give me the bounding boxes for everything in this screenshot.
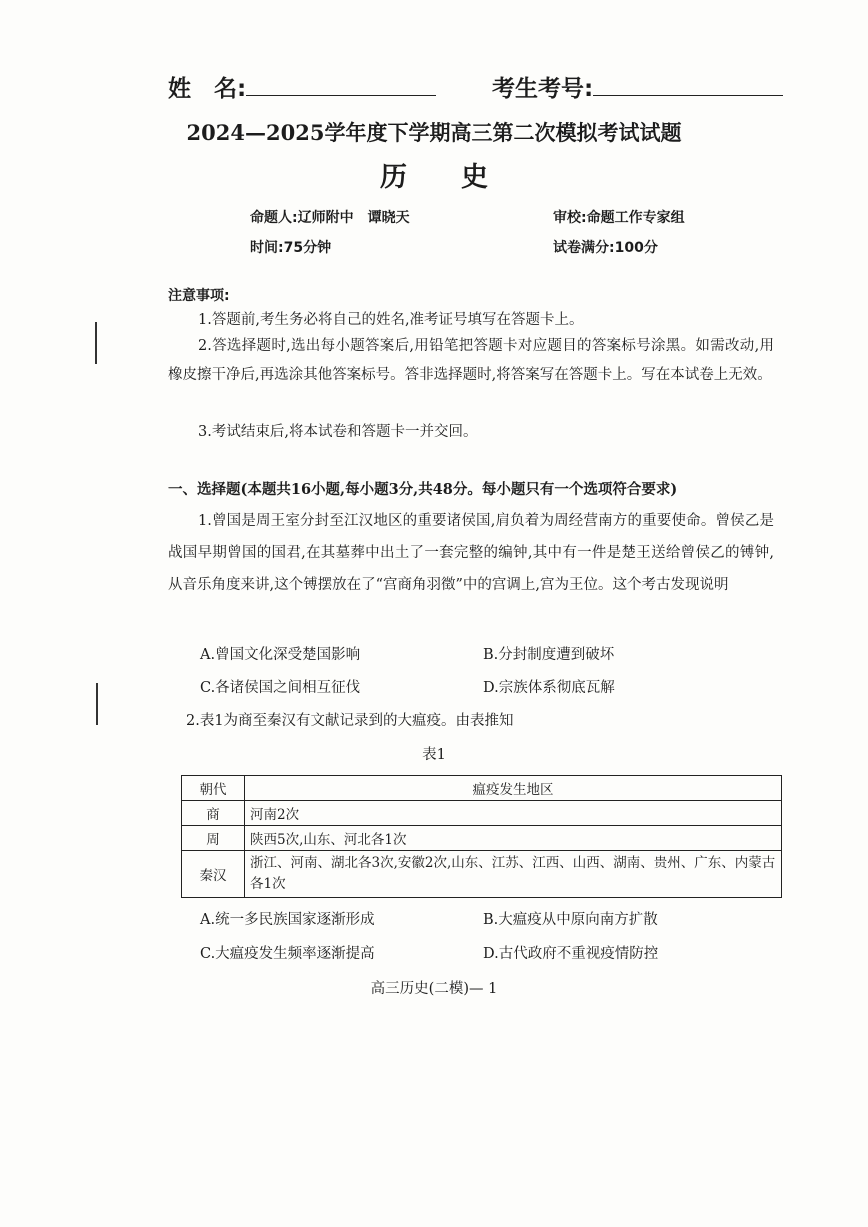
table-header-region: 瘟疫发生地区 (245, 776, 782, 801)
notice-heading: 注意事项: (168, 288, 230, 304)
exam-number-blank[interactable] (593, 77, 783, 96)
question-2-option-d[interactable]: D.古代政府不重视疫情防控 (483, 946, 659, 962)
name-field (168, 70, 436, 103)
question-2-option-c[interactable]: C.大瘟疫发生频率逐渐提高 (200, 946, 375, 962)
question-1-option-b[interactable]: B.分封制度遭到破坏 (483, 647, 615, 663)
table-cell-region: 河南2次 (245, 801, 782, 826)
section-heading: 一、选择题(本题共16小题,每小题3分,共48分。每小题只有一个选项符合要求) (168, 481, 678, 498)
question-1-stem: 1.曾国是周王室分封至江汉地区的重要诸侯国,肩负着为周经营南方的重要使命。曾侯乙是战国早期曾国的国君,在其墓葬中出土了一套完整的编钟,其中有一件是楚王送给曾侯乙的镈钟,从音乐角度来讲,这个镈摆放在了“宫商角羽徵”中的宫调上,宫为王位。这个考古发现说明 (168, 513, 774, 593)
table-row (182, 801, 782, 826)
name-label: 姓 名: (168, 76, 247, 102)
exam-number-field (492, 70, 783, 103)
subject-title: 历 史 (380, 162, 488, 193)
page-footer: 高三历史(二模)— 1 (370, 981, 498, 997)
exam-title: 2024—2025学年度下学期高三第二次模拟考试试题 (186, 120, 682, 145)
table-cell-dynasty: 商 (182, 801, 245, 826)
reviewer-line: 审校:命题工作专家组 (553, 210, 685, 226)
binding-mark-top (95, 322, 97, 364)
exam-number-label: 考生考号: (492, 76, 594, 102)
table-header-dynasty: 朝代 (182, 776, 245, 801)
question-2-option-b[interactable]: B.大瘟疫从中原向南方扩散 (483, 912, 658, 928)
notice-item-3: 3.考试结束后,将本试卷和答题卡一并交回。 (198, 424, 478, 440)
question-2-stem: 2.表1为商至秦汉有文献记录到的大瘟疫。由表推知 (186, 713, 514, 729)
question-1-option-c[interactable]: C.各诸侯国之间相互征伐 (200, 680, 361, 696)
question-2-option-a[interactable]: A.统一多民族国家逐渐形成 (200, 912, 375, 928)
table-cell-region: 陕西5次,山东、河北各1次 (245, 826, 782, 851)
table-row (182, 851, 782, 898)
table-caption: 表1 (422, 747, 446, 763)
table-cell-dynasty: 周 (182, 826, 245, 851)
table-cell-dynasty: 秦汉 (182, 851, 245, 898)
time-line: 时间:75分钟 (250, 240, 332, 256)
epidemic-table (181, 775, 782, 898)
author-line: 命题人:辽师附中 谭晓天 (250, 210, 410, 226)
table-cell-region: 浙江、河南、湖北各3次,安徽2次,山东、江苏、江西、山西、湖南、贵州、广东、内蒙古各1次 (245, 851, 782, 898)
name-blank[interactable] (246, 77, 436, 96)
table-row (182, 826, 782, 851)
table-header-row (182, 776, 782, 801)
full-score-line: 试卷满分:100分 (553, 240, 658, 256)
question-1-option-d[interactable]: D.宗族体系彻底瓦解 (483, 680, 615, 696)
notice-item-2: 2.答选择题时,选出每小题答案后,用铅笔把答题卡对应题目的答案标号涂黑。如需改动,用橡皮擦干净后,再选涂其他答案标号。答非选择题时,将答案写在答题卡上。写在本试卷上无效。 (168, 338, 774, 383)
question-1-option-a[interactable]: A.曾国文化深受楚国影响 (200, 647, 361, 663)
notice-item-1: 1.答题前,考生务必将自己的姓名,准考证号填写在答题卡上。 (198, 312, 584, 328)
binding-mark-bottom (96, 683, 98, 725)
